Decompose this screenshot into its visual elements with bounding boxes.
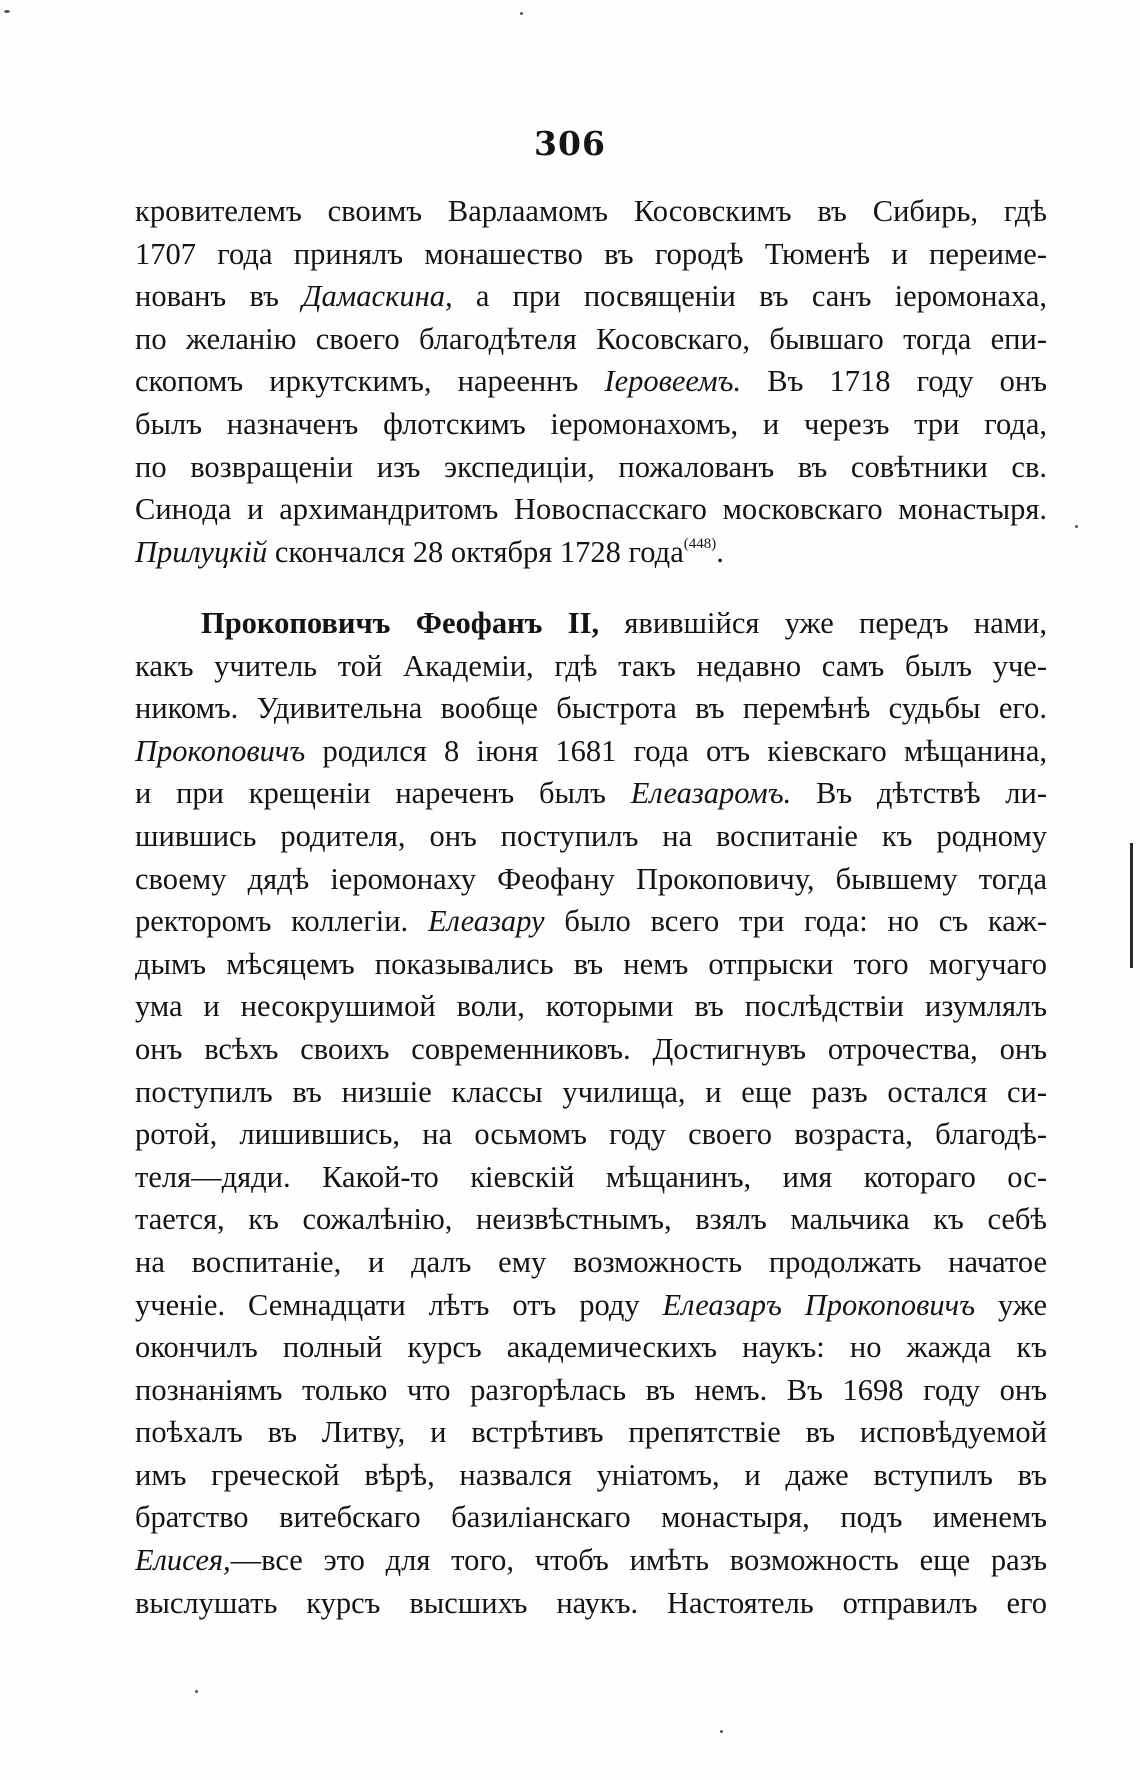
text-line: нованъ въ Дамаскина, а при посвященіи въ санъ іеромонаха, bbox=[135, 279, 1047, 314]
text-line: былъ назначенъ флотскимъ іеромонахомъ, и черезъ три года, bbox=[135, 406, 1047, 441]
italic-name: Елеазару bbox=[427, 904, 545, 939]
page-number: 306 bbox=[534, 124, 606, 163]
text-line: какъ учитель той Академіи, гдѣ такъ недавно самъ былъ уче- bbox=[135, 648, 1047, 683]
scan-speck bbox=[720, 1730, 723, 1733]
text-line: шившись родителя, онъ поступилъ на воспитаніе къ родному bbox=[135, 818, 1047, 853]
scan-speck bbox=[4, 10, 10, 13]
text-line: тается, къ сожалѣнію, неизвѣстнымъ, взялъ мальчика къ себѣ bbox=[135, 1202, 1047, 1237]
text-line: Прокоповичъ родился 8 іюня 1681 года отъ кіевскаго мѣщанина, bbox=[135, 733, 1047, 768]
text-line: онъ всѣхъ своихъ современниковъ. Достигнувъ отрочества, онъ bbox=[135, 1031, 1047, 1066]
scan-speck bbox=[1075, 525, 1078, 528]
text-line: поѣхалъ въ Литву, и встрѣтивъ препятствіе въ исповѣдуемой bbox=[135, 1415, 1047, 1450]
text-line: и при крещеніи нареченъ былъ Елеазаромъ. Въ дѣтствѣ ли- bbox=[135, 776, 1047, 811]
paragraph-prilutsky-end bbox=[135, 190, 1047, 573]
text-line: окончилъ полный курсъ академическихъ наукъ: но жажда къ bbox=[135, 1330, 1047, 1365]
text-line: по возвращеніи изъ экспедиціи, пожалованъ въ совѣтники св. bbox=[135, 449, 1047, 484]
text-line: 1707 года принялъ монашество въ городѣ Тюменѣ и переиме- bbox=[135, 236, 1047, 271]
text-line: братство витебскаго базиліанскаго монастыря, подъ именемъ bbox=[135, 1500, 1047, 1535]
text-line: ротой, лишившись, на осьмомъ году своего возраста, благодѣ- bbox=[135, 1117, 1047, 1152]
text-line: дымъ мѣсяцемъ показывались въ немъ отпрыски того могучаго bbox=[135, 946, 1047, 981]
text-line: имъ греческой вѣрѣ, назвался уніатомъ, и даже вступилъ въ bbox=[135, 1457, 1047, 1492]
scan-speck bbox=[520, 12, 523, 15]
footnote-ref: (448) bbox=[683, 535, 717, 552]
text-line: ума и несокрушимой воли, которыми въ послѣдствіи изумлялъ bbox=[135, 989, 1047, 1024]
text-line: познаніямъ только что разгорѣлась въ немъ. Въ 1698 году онъ bbox=[135, 1372, 1047, 1407]
text-line: никомъ. Удивительна вообще быстрота въ перемѣнѣ судьбы его. bbox=[135, 691, 1047, 726]
text-line: Елисея,—все это для того, чтобъ имѣть возможность еще разъ bbox=[135, 1543, 1047, 1578]
text-line: ученіе. Семнадцати лѣтъ отъ роду Елеазаръ Прокоповичъ уже bbox=[135, 1287, 1047, 1322]
paragraph-prokopovich bbox=[135, 602, 1047, 1624]
text-line: на воспитаніе, и далъ ему возможность продолжать начатое bbox=[135, 1244, 1047, 1279]
text-line: кровителемъ своимъ Варлаамомъ Косовскимъ въ Сибирь, гдѣ bbox=[135, 194, 1047, 228]
italic-name: Прилуцкій bbox=[135, 534, 268, 569]
text-line: ректоромъ коллегіи. Елеазару было всего три года: но съ каж- bbox=[135, 904, 1047, 939]
italic-name: Прокоповичъ bbox=[135, 733, 306, 768]
italic-name: Іеровеемъ. bbox=[604, 364, 742, 399]
scan-edge-mark bbox=[1130, 843, 1133, 968]
entry-heading: Прокоповичъ Феофанъ II, bbox=[201, 606, 600, 640]
text-line: скопомъ иркутскимъ, нарееннъ Іеровеемъ. Въ 1718 году онъ bbox=[135, 364, 1047, 399]
text-line: Прокоповичъ Феофанъ II, явившійся уже передъ нами, bbox=[201, 606, 1047, 640]
text-line: выслушать курсъ высшихъ наукъ. Настоятель отправилъ его bbox=[135, 1585, 1047, 1620]
italic-name: Елисея, bbox=[135, 1543, 231, 1578]
text-line: Синода и архимандритомъ Новоспасскаго московскаго монастыря. bbox=[135, 492, 1047, 527]
text-line: теля—дяди. Какой-то кіевскій мѣщанинъ, имя котораго ос- bbox=[135, 1159, 1047, 1194]
text-line: по желанію своего благодѣтеля Косовскаго, бывшаго тогда епи- bbox=[135, 321, 1047, 356]
italic-name: Дамаскина, bbox=[302, 279, 453, 314]
scan-speck bbox=[195, 1690, 198, 1693]
text-line: своему дядѣ іеромонаху Феофану Прокоповичу, бывшему тогда bbox=[135, 861, 1047, 896]
text-line: Прилуцкій скончался 28 октября 1728 года$^{(448)}$. bbox=[135, 534, 724, 569]
italic-name: Елеазаръ Прокоповичъ bbox=[662, 1287, 976, 1322]
text-line: поступилъ въ низшіе классы училища, и еще разъ остался си- bbox=[135, 1074, 1047, 1109]
italic-name: Елеазаромъ. bbox=[630, 776, 792, 811]
